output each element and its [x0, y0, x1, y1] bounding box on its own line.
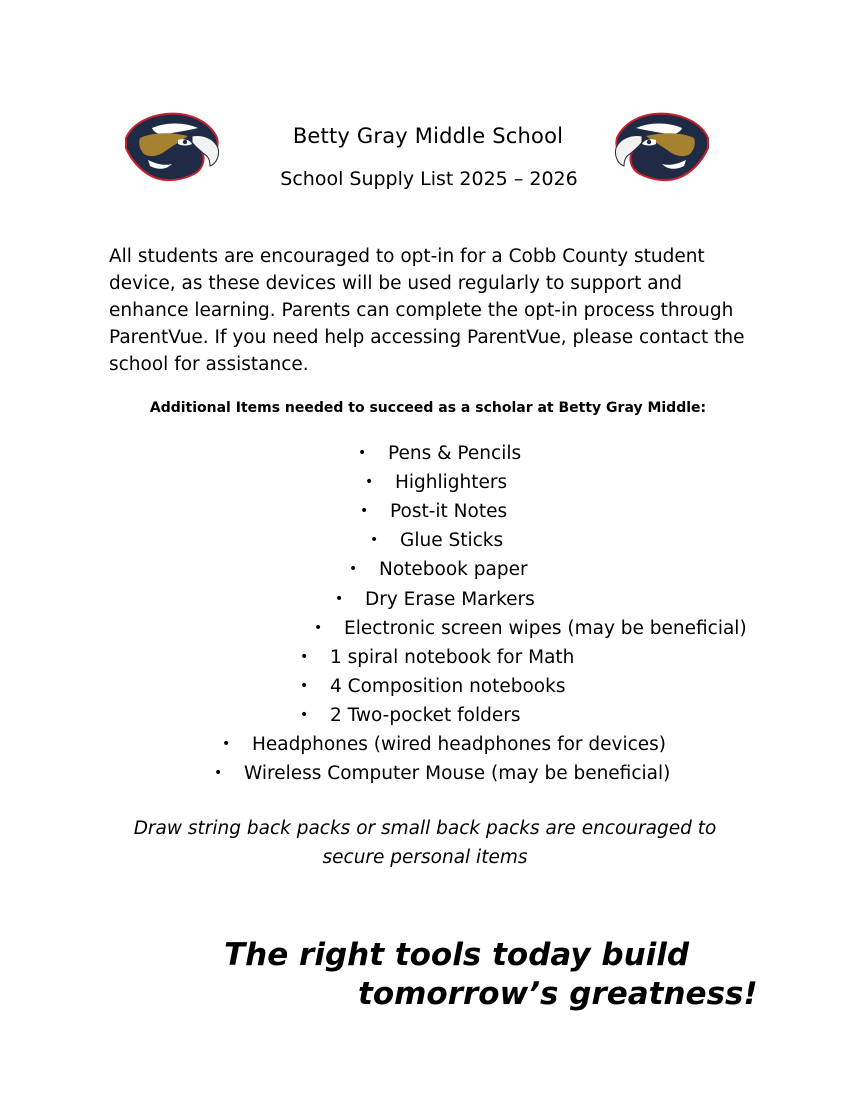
- supply-item-label: Highlighters: [395, 472, 508, 493]
- supply-item-label: Wireless Computer Mouse (may be beneficial): [244, 763, 671, 784]
- supply-item-label: Glue Sticks: [400, 530, 504, 551]
- bullet-icon: •: [335, 591, 344, 607]
- supply-item-label: Dry Erase Markers: [365, 589, 535, 610]
- supply-item: [335, 589, 535, 618]
- bullet-icon: •: [222, 736, 231, 752]
- supply-list-title: School Supply List 2025 – 2026: [280, 168, 578, 190]
- backpack-note: Draw string back packs or small back packs are encouraged to secure personal items: [133, 818, 717, 868]
- supply-item: [370, 530, 503, 559]
- bullet-icon: •: [358, 445, 367, 461]
- supply-item-label: 1 spiral notebook for Math: [330, 647, 575, 668]
- motto-line-2: tomorrow’s greatness!: [358, 976, 758, 1012]
- supply-item: [300, 647, 574, 676]
- supply-item: [214, 763, 670, 792]
- bullet-icon: •: [370, 532, 379, 548]
- intro-paragraph: All students are encouraged to opt-in for a Cobb County student device, as these devices will be used regularly to support and enhance learning. Parents can complete the opt-in process through ParentVue. If you need help accessing ParentVue, please contact the school for assistance.: [109, 246, 745, 375]
- bullet-icon: •: [300, 707, 309, 723]
- supply-item: [314, 618, 747, 647]
- supply-item-label: Notebook paper: [379, 559, 528, 580]
- school-name: Betty Gray Middle School: [292, 124, 564, 148]
- supply-item-label: Pens & Pencils: [388, 443, 522, 464]
- additional-items-heading: Additional Items needed to succeed as a scholar at Betty Gray Middle:: [149, 400, 707, 416]
- supply-item: [358, 443, 521, 472]
- supply-item: [365, 472, 507, 501]
- bullet-icon: •: [214, 765, 223, 781]
- supply-item: [349, 559, 528, 588]
- supply-item: [300, 676, 565, 705]
- bullet-icon: •: [314, 620, 323, 636]
- bullet-icon: •: [300, 649, 309, 665]
- bullet-icon: •: [349, 561, 358, 577]
- supply-item-label: 4 Composition notebooks: [330, 676, 566, 697]
- supply-item: [222, 734, 666, 763]
- supply-item-label: Electronic screen wipes (may be beneficial): [344, 618, 747, 639]
- supply-item: [360, 501, 507, 530]
- supply-item-label: Post-it Notes: [390, 501, 508, 522]
- supply-item: [300, 705, 521, 734]
- bullet-icon: •: [360, 503, 369, 519]
- supply-item-label: 2 Two-pocket folders: [330, 705, 521, 726]
- supply-item-label: Headphones (wired headphones for devices): [252, 734, 667, 755]
- motto-line-1: The right tools today build: [224, 937, 690, 973]
- bullet-icon: •: [365, 474, 374, 490]
- bullet-icon: •: [300, 678, 309, 694]
